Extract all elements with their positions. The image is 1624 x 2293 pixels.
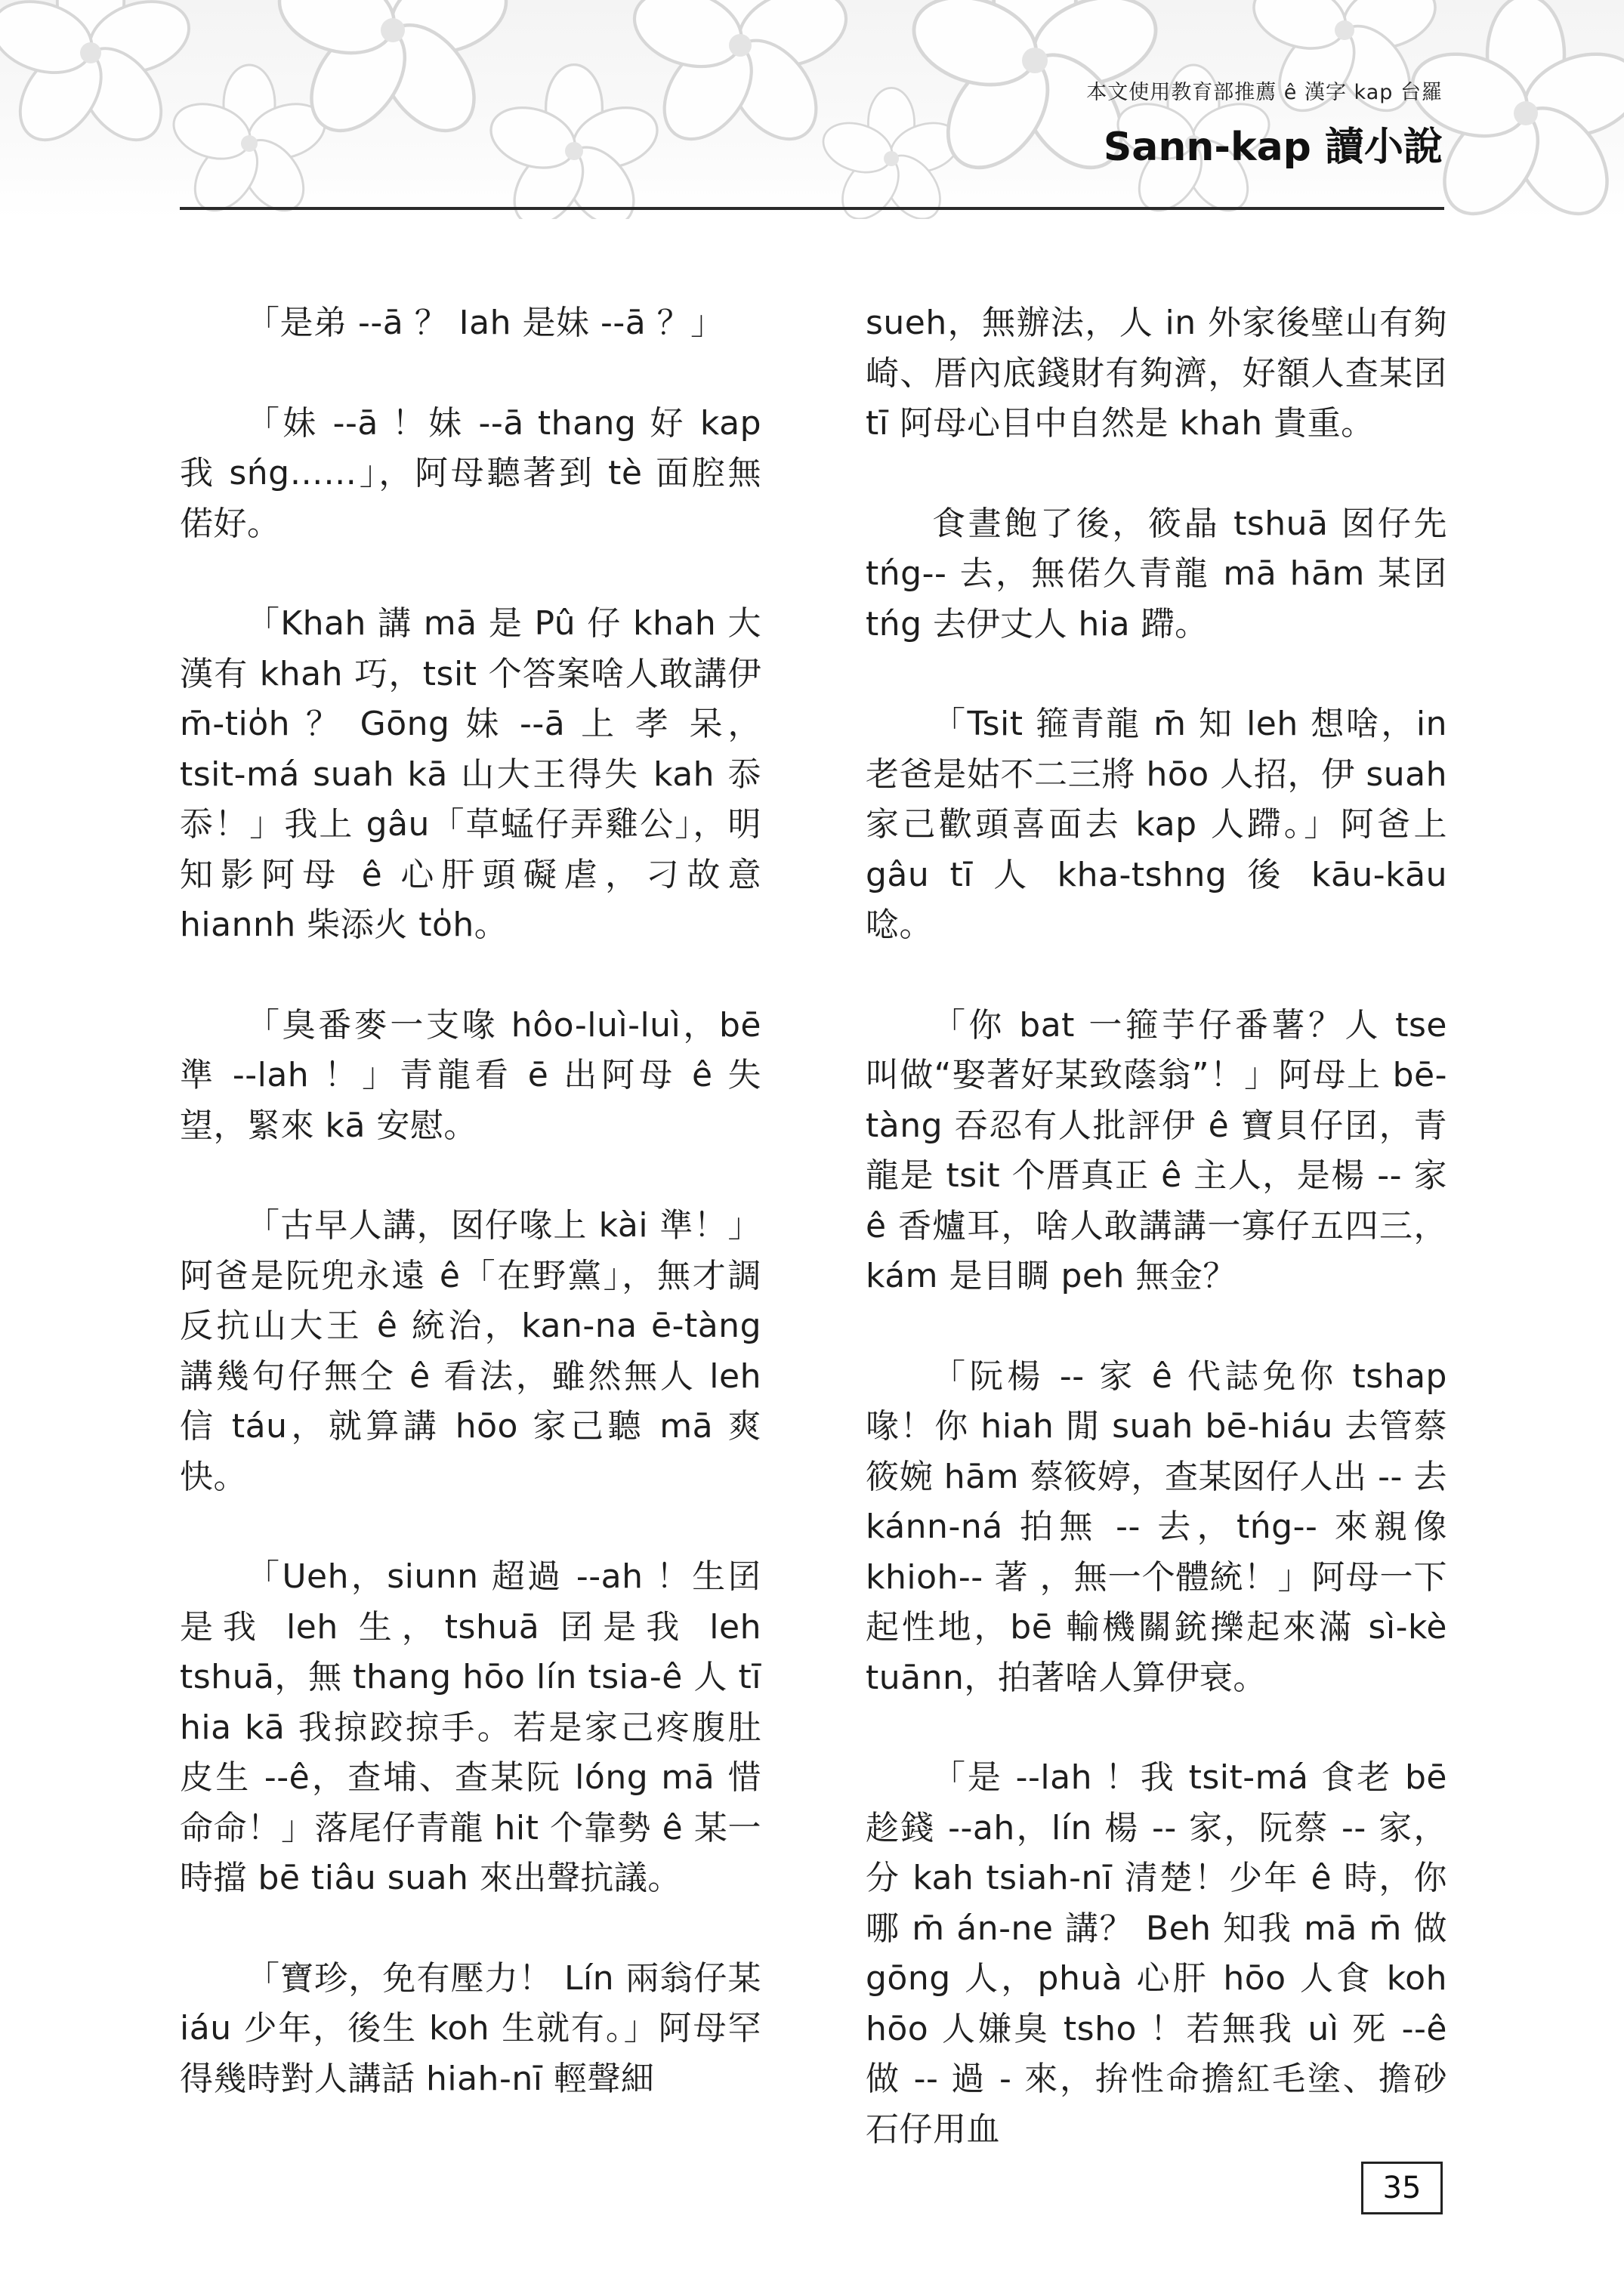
cherry-blossom-pattern-icon <box>0 0 1624 219</box>
paragraph: 「臭番麥一支喙 hôo-luì-luì，bē 準 --lah ！」青龍看 ē 出阿母 ê 失望，緊來 kā 安慰。 <box>180 1005 761 1145</box>
paragraph: 「是弟 --ā ？ Iah 是妹 --ā ？」 <box>246 304 724 342</box>
paragraph: 「古早人講，囡仔喙上 kài 準！」阿爸是阮兜永遠 ê「在野黨」，無才調反抗山大王 ê 統治，kan-na ē-tàng 講幾句仔無仝 ê 看法，雖然無人 leh 信 táu，就算講 hōo 家己聽 mā 爽快。 <box>180 1206 761 1496</box>
paragraph: 「Khah 講 mā 是 Pû 仔 khah 大漢有 khah 巧，tsit 个答案啥人敢講伊 m̄-tio̍h ？ Gōng 妹 --ā 上 孝 呆，tsit-má suah kā 山大王得失 kah 忝忝！」我上 gâu「草蜢仔弄雞公」，明知影阿母 ê 心肝頭礙虐，刁故意 hiannh 柴添火 to̍h。 <box>180 604 761 944</box>
header-divider <box>180 207 1444 210</box>
left-text-column <box>180 298 761 2154</box>
paragraph: 「寶珍，免有壓力！ Lín 兩翁仔某 iáu 少年，後生 koh 生就有。」阿母罕得幾時對人講話 hiah-nī 輕聲細 <box>180 1958 761 2098</box>
paragraph: 「阮楊 -- 家 ê 代誌免你 tshap 喙！你 hiah 閒 suah bē-hiáu 去管蔡筱婉 hām 蔡筱婷，查某囡仔人出 -- 去 kánn-ná 拍無 -- 去，tńg-- 來親像 khioh-- 著 ，無一个體統！」阿母一下起性地，bē 輸機關銃擽起來滿 sì-kè tuānn，拍著啥人算伊衰。 <box>866 1356 1447 1697</box>
page-number: 35 <box>1361 2162 1443 2214</box>
paragraph: 「妹 --ā ！妹 --ā thang 好 kap 我 sńg……」，阿母聽著到 tè 面腔無偌好。 <box>180 403 761 543</box>
paragraph: 「Tsit 箍青龍 m̄ 知 leh 想啥，in 老爸是姑不二三將 hōo 人招，伊 suah 家己歡頭喜面去 kap 人蹛。」阿爸上 gâu tī 人 kha-tshng 後 kāu-kāu 唸。 <box>866 705 1447 944</box>
paragraph: 食晝飽了後，筱晶 tshuā 囡仔先 tńg-- 去，無偌久青龍 mā hām 某囝 tńg 去伊丈人 hia 蹛。 <box>866 504 1447 643</box>
paragraph: 「是 --lah ！我 tsit-má 食老 bē 趁錢 --ah，lín 楊 -- 家，阮蔡 -- 家，分 kah tsiah-nī 清楚！少年 ê 時，你哪 m̄ án-ne 講？ Beh 知我 mā m̄ 做 gōng 人，phuà 心肝 hōo 人食 koh hōo 人嫌臭 tsho ！若無我 uì 死 --ê 做 -- 過 - 來，拚性命擔紅毛塗、擔砂石仔用血 <box>866 1758 1447 2149</box>
page-title: Sann-kap 讀小說 <box>1103 125 1443 170</box>
paragraph-continued: sueh，無辦法，人 in 外家後壁山有夠崎、厝內底錢財有夠濟，好額人查某囝 tī 阿母心目中自然是 khah 貴重。 <box>866 304 1447 443</box>
paragraph: 「Ueh，siunn 超過 --ah ！生囝是我 leh 生，tshuā 囝是我 leh tshuā，無 thang hōo lín tsia-ê 人 tī hia kā 我掠跤掠手。若是家己疼腹肚皮生 --ê，查埔、查某阮 lóng mā 惜命命！」落尾仔青龍 hit 个靠勢 ê 某一時擋 bē tiâu suah 來出聲抗議。 <box>180 1557 761 1897</box>
right-text-column <box>866 298 1447 2205</box>
header-note: 本文使用教育部推薦 ê 漢字 kap 台羅 <box>1086 81 1443 104</box>
header-floral-banner <box>0 0 1624 219</box>
paragraph: 「你 bat 一箍芋仔番薯？人 tse 叫做“娶著好某致蔭翁”！」阿母上 bē-tàng 吞忍有人批評伊 ê 寶貝仔囝，青龍是 tsit 个厝真正 ê 主人，是楊 -- 家 ê 香爐耳，啥人敢講講一寡仔五四三，kám 是目睭 peh 無金？ <box>866 1005 1447 1295</box>
